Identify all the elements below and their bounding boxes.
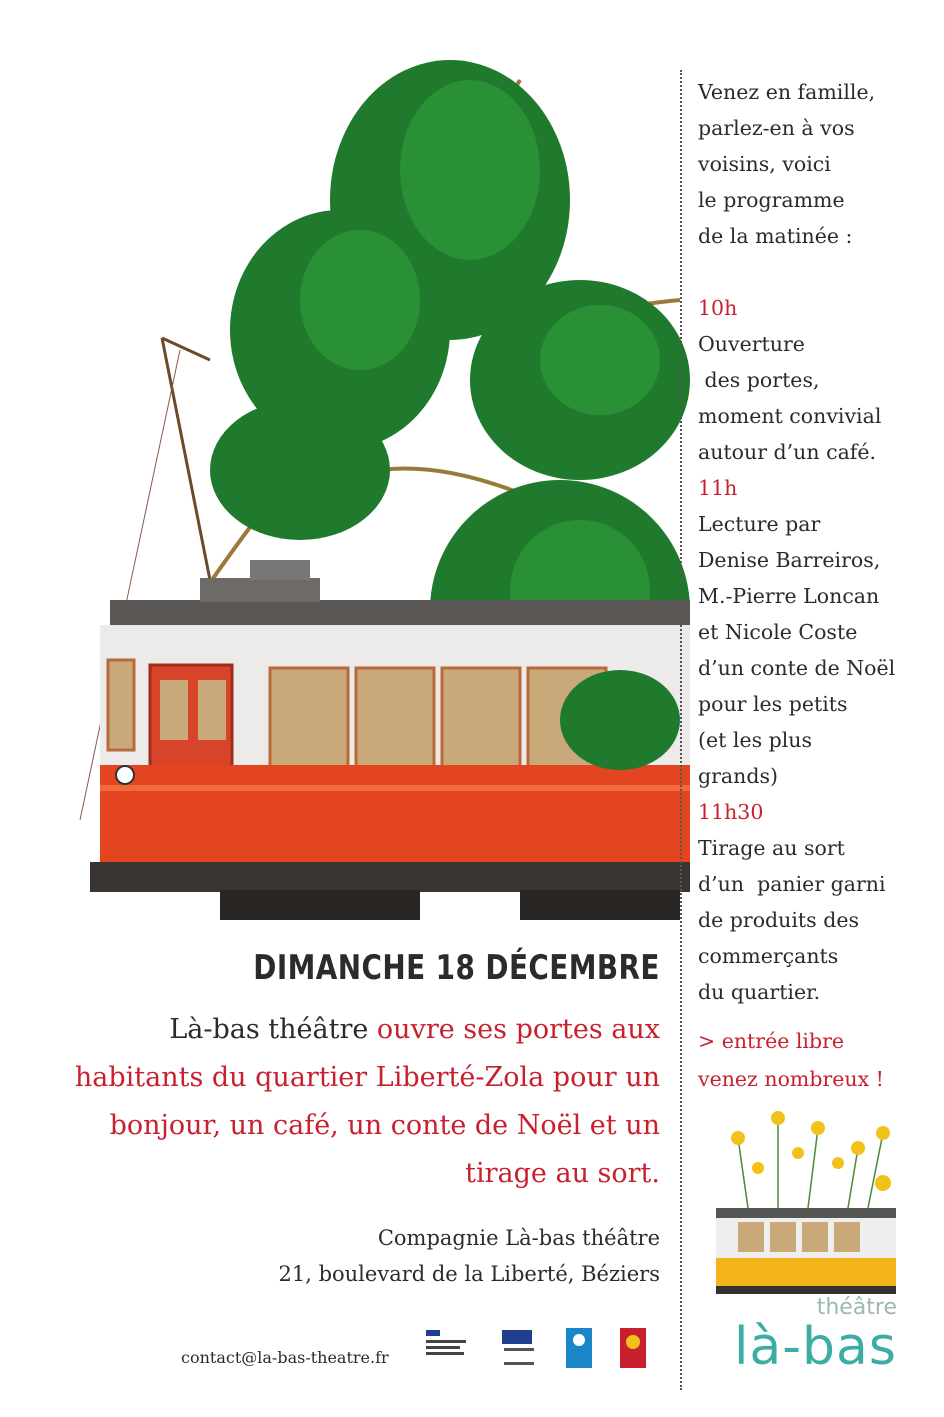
program-line: de produits des (698, 908, 859, 932)
entry-call-to-action (698, 1022, 938, 1098)
tram-pine-illustration (0, 0, 690, 940)
program-line: d’un panier garni (698, 872, 886, 896)
program-time: 11h30 (698, 800, 764, 824)
program-line: et Nicole Coste (698, 620, 858, 644)
event-tagline (60, 1006, 660, 1198)
cta-line: venez nombreux ! (698, 1067, 884, 1091)
program-line: Lecture par (698, 512, 821, 536)
dotted-divider (680, 70, 682, 1390)
program-line: M.-Pierre Loncan (698, 584, 880, 608)
theatre-brand (702, 1295, 897, 1377)
tagline-rest: ouvre ses portes aux habitants du quartier Liberté-Zola pour un bonjour, un café, un conte de Noël et un tirage au sort. (74, 1014, 660, 1189)
partner-logos (420, 1328, 680, 1376)
program-line: pour les petits (698, 692, 848, 716)
program-line: autour d’un café. (698, 440, 877, 464)
intro-line: le programme (698, 188, 845, 212)
program-line: moment convivial (698, 404, 882, 428)
theatre-logo-illustration (708, 1108, 908, 1308)
program-sidebar (698, 74, 938, 1098)
program-time: 11h (698, 476, 738, 500)
ministere-logo (426, 1330, 466, 1355)
contact-email: contact@la-bas-theatre.fr (181, 1348, 389, 1367)
intro-line: voisins, voici (698, 152, 831, 176)
event-date-headline: DIMANCHE 18 DÉCEMBRE (253, 948, 660, 988)
brand-main: là-bas (733, 1317, 897, 1377)
prefecture-logo (502, 1330, 534, 1365)
brand-sub: théâtre (816, 1295, 897, 1320)
company-address (279, 1220, 661, 1292)
program-line: Denise Barreiros, (698, 548, 881, 572)
program-intro (698, 74, 938, 254)
intro-line: Venez en famille, (698, 80, 876, 104)
occitanie-logo (620, 1328, 646, 1368)
tagline-lead: Là-bas théâtre (169, 1014, 369, 1045)
program-line: (et les plus (698, 728, 813, 752)
program-line: des portes, (698, 368, 820, 392)
company-name: Compagnie Là-bas théâtre (377, 1226, 660, 1250)
program-line: Tirage au sort (698, 836, 845, 860)
program-10h (698, 290, 938, 470)
caf-logo (566, 1328, 592, 1368)
program-line: commerçants (698, 944, 839, 968)
program-line: d’un conte de Noël (698, 656, 896, 680)
program-time: 10h (698, 296, 738, 320)
cta-line: > entrée libre (698, 1029, 845, 1053)
program-line: du quartier. (698, 980, 821, 1004)
program-11h30 (698, 794, 938, 1010)
street-address: 21, boulevard de la Liberté, Béziers (278, 1262, 660, 1286)
program-line: grands) (698, 764, 778, 788)
program-11h (698, 470, 938, 794)
program-line: Ouverture (698, 332, 805, 356)
intro-line: de la matinée : (698, 224, 853, 248)
intro-line: parlez-en à vos (698, 116, 855, 140)
